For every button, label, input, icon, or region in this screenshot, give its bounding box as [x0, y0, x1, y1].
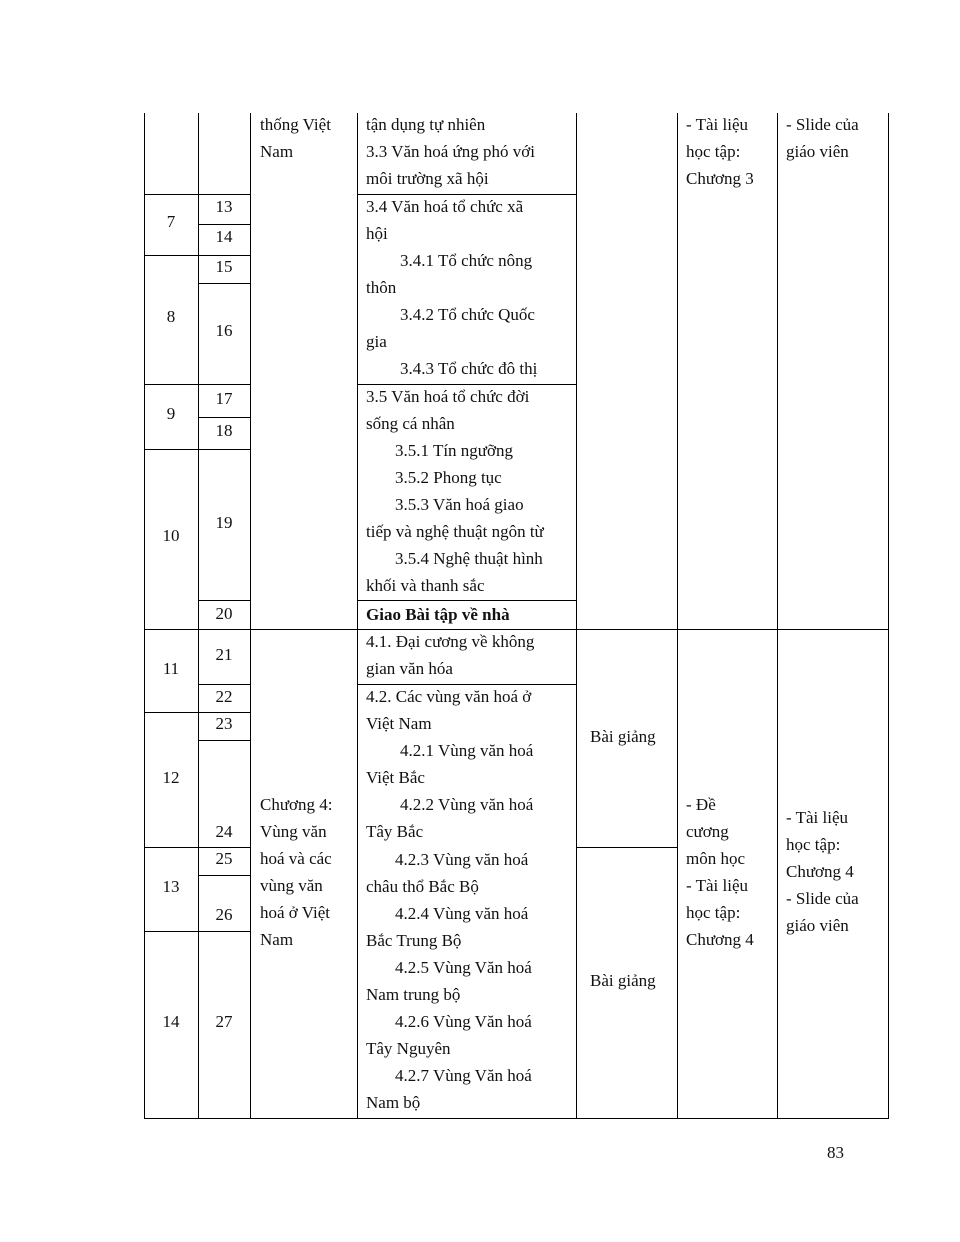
session-cell: 19 [215, 513, 233, 532]
content-line: 4.2.3 Vùng văn hoá [395, 850, 529, 869]
table-border-left [144, 113, 145, 1119]
week-cell: 14 [162, 1012, 180, 1031]
table-border-right [888, 113, 889, 1119]
homework-label: Giao Bài tập về nhà [366, 605, 510, 624]
content-line: tiếp và nghệ thuật ngôn từ [366, 522, 544, 541]
materials-line: môn học [686, 849, 746, 868]
resources-line: giáo viên [786, 916, 849, 935]
row-divider [144, 847, 198, 848]
session-cell: 24 [215, 822, 233, 841]
table-border-bottom [144, 1118, 889, 1119]
session-cell: 25 [215, 849, 233, 868]
content-line: Nam trung bộ [366, 985, 461, 1004]
row-divider [576, 847, 677, 848]
page-number: 83 [827, 1143, 844, 1162]
table-col-divider [677, 113, 678, 1119]
content-line: 4.2.1 Vùng văn hoá [400, 741, 534, 760]
content-line: Việt Nam [366, 714, 432, 733]
content-line: môi trường xã hội [366, 169, 489, 188]
content-line: Tây Nguyên [366, 1039, 451, 1058]
session-cell: 26 [215, 905, 233, 924]
resources-line: - Slide của [786, 115, 859, 134]
content-line: 3.4 Văn hoá tổ chức xã [366, 197, 524, 216]
method-cell: Bài giảng [590, 727, 656, 746]
session-cell: 21 [215, 645, 233, 664]
week-cell: 10 [162, 526, 180, 545]
content-line: gia [366, 332, 387, 351]
chapter-title-line: Nam [260, 930, 294, 949]
row-divider [198, 449, 250, 450]
content-line: 3.4.2 Tổ chức Quốc [400, 305, 535, 324]
content-line: 3.5.2 Phong tục [395, 468, 502, 487]
content-line: hội [366, 224, 388, 243]
week-cell: 11 [162, 659, 180, 678]
table-col-divider [250, 113, 251, 1119]
content-line: 4.2.4 Vùng văn hoá [395, 904, 529, 923]
content-line: 3.4.1 Tổ chức nông [400, 251, 533, 270]
content-line: Việt Bắc [366, 768, 425, 787]
content-line: gian văn hóa [366, 659, 453, 678]
session-cell: 16 [215, 321, 233, 340]
session-cell: 18 [215, 421, 233, 440]
resources-line: học tập: [786, 835, 841, 854]
row-divider [198, 283, 250, 284]
week-cell: 13 [162, 877, 180, 896]
chapter-title-line: vùng văn [260, 876, 323, 895]
row-divider [144, 449, 198, 450]
resources-line: - Tài liệu [786, 808, 848, 827]
materials-line: - Tài liệu [686, 115, 748, 134]
content-line: 3.4.3 Tổ chức đô thị [400, 359, 538, 378]
materials-line: học tập: [686, 903, 741, 922]
session-cell: 14 [215, 227, 233, 246]
materials-line: học tập: [686, 142, 741, 161]
content-line: khối và thanh sắc [366, 576, 485, 595]
content-line: tận dụng tự nhiên [366, 115, 486, 134]
session-cell: 17 [215, 389, 233, 408]
chapter-title-line: hoá ở Việt [260, 903, 330, 922]
session-cell: 27 [215, 1012, 233, 1031]
table-col-divider [576, 113, 577, 1119]
content-line: 4.2. Các vùng văn hoá ở [366, 687, 532, 706]
content-line: 3.5 Văn hoá tổ chức đời [366, 387, 530, 406]
session-cell: 22 [215, 687, 233, 706]
materials-line: - Tài liệu [686, 876, 748, 895]
materials-line: Chương 4 [686, 930, 754, 949]
content-line: 3.5.4 Nghệ thuật hình [395, 549, 543, 568]
session-cell: 20 [215, 604, 233, 623]
content-line: 4.2.6 Vùng Văn hoá [395, 1012, 532, 1031]
row-divider [144, 194, 198, 195]
week-cell: 12 [162, 768, 180, 787]
row-divider [144, 931, 198, 932]
session-cell: 23 [215, 714, 233, 733]
chapter-title-line: Nam [260, 142, 294, 161]
row-divider [198, 875, 250, 876]
table-col-divider [357, 113, 358, 1119]
content-line: thôn [366, 278, 397, 297]
table-col-divider [777, 113, 778, 1119]
resources-line: - Slide của [786, 889, 859, 908]
method-cell: Bài giảng [590, 971, 656, 990]
week-cell: 9 [166, 404, 176, 423]
materials-line: Chương 3 [686, 169, 754, 188]
week-cell: 8 [166, 307, 176, 326]
content-line: sống cá nhân [366, 414, 455, 433]
chapter-title-line: thống Việt [260, 115, 331, 134]
content-line: Bắc Trung Bộ [366, 931, 462, 950]
content-line: 3.5.1 Tín ngưỡng [395, 441, 514, 460]
chapter-title-line: Vùng văn [260, 822, 327, 841]
resources-line: Chương 4 [786, 862, 854, 881]
content-line: 3.3 Văn hoá ứng phó với [366, 142, 535, 161]
chapter-title-line: hoá và các [260, 849, 332, 868]
content-line: châu thổ Bắc Bộ [366, 877, 479, 896]
row-divider [198, 931, 250, 932]
content-line: Nam bộ [366, 1093, 421, 1112]
materials-line: cương [686, 822, 729, 841]
content-line: 4.2.7 Vùng Văn hoá [395, 1066, 532, 1085]
chapter-title-line: Chương 4: [260, 795, 333, 814]
row-divider [198, 740, 250, 741]
session-cell: 13 [215, 197, 233, 216]
resources-line: giáo viên [786, 142, 849, 161]
content-line: 3.5.3 Văn hoá giao [395, 495, 524, 514]
content-line: 4.2.2 Vùng văn hoá [400, 795, 534, 814]
session-cell: 15 [215, 257, 233, 276]
content-line: Tây Bắc [366, 822, 424, 841]
content-line: 4.1. Đại cương về không [366, 632, 535, 651]
materials-line: - Đề [686, 795, 716, 814]
content-line: 4.2.5 Vùng Văn hoá [395, 958, 532, 977]
row-divider [144, 255, 198, 256]
row-divider [144, 384, 198, 385]
week-cell: 7 [166, 212, 176, 231]
row-divider [144, 712, 198, 713]
